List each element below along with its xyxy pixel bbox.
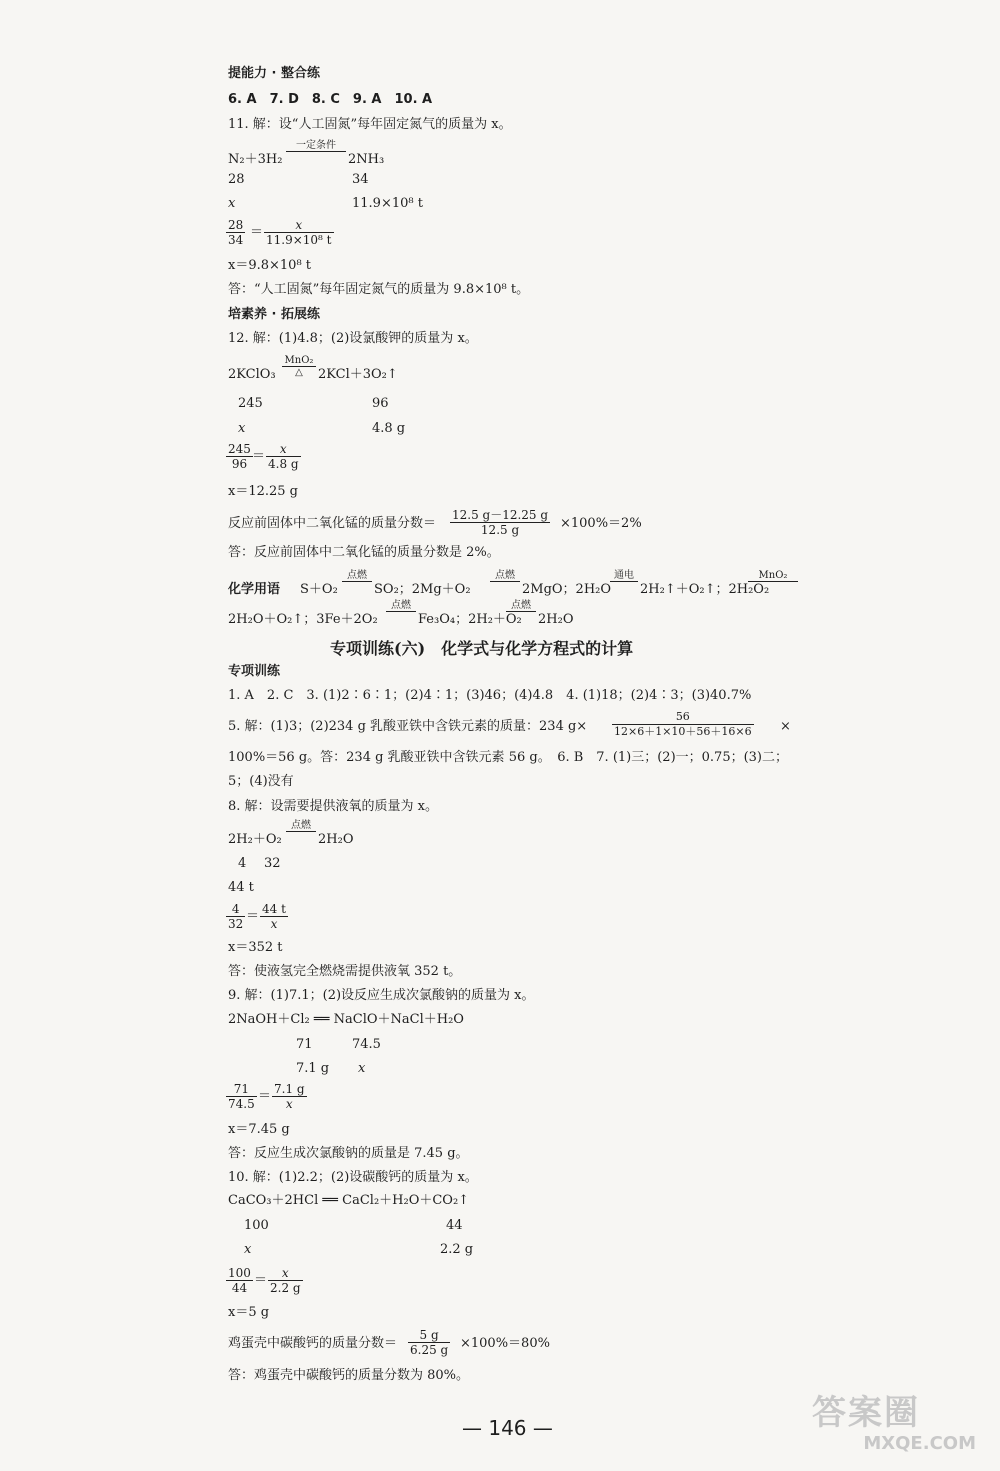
- term-condition: 点燃: [342, 570, 372, 582]
- q12-fraction-2: $\frac{x}{4.8 g}$: [268, 442, 299, 471]
- q9-fraction-2: $\frac{7.1 g}{x}$: [274, 1082, 305, 1111]
- q11-fraction-1: $\frac{28}{34}$: [228, 218, 244, 247]
- q11-equation-left: N₂＋3H₂: [228, 152, 283, 167]
- q12-fraction-3: $\frac{12.5 g-12.25 g}{12.5 g}$: [452, 508, 549, 537]
- term-eq: 2H₂↑＋O₂↑；2H₂O₂: [640, 582, 770, 597]
- terms-label: 化学用语: [228, 582, 281, 597]
- q11-condition: 一定条件: [286, 140, 346, 152]
- q9-molar-2: 74.5: [352, 1037, 381, 1052]
- q11-equation-right: 2NH₃: [348, 152, 385, 167]
- term-eq: 2MgO；2H₂O: [522, 582, 612, 597]
- q11-var-2: 11.9×10⁸ t: [352, 196, 423, 211]
- q9-molar-1: 71: [296, 1037, 313, 1052]
- q5-line-d: 5；(4)没有: [228, 774, 294, 789]
- q9-fraction-1: $\frac{71}{74.5}$: [228, 1082, 255, 1111]
- q9-var-2: x: [358, 1061, 366, 1076]
- q11-intro: 11. 解：设“人工固氮”每年固定氮气的质量为 x。: [228, 117, 512, 132]
- watermark: [812, 1393, 982, 1465]
- q11-molar-1: 28: [228, 172, 245, 187]
- watermark-url: MXQE.COM: [863, 1433, 976, 1454]
- q10-var-1: x: [244, 1242, 252, 1257]
- q8-molar-1: 4: [238, 856, 247, 871]
- q12-fraction-tail: ×100%＝2%: [560, 516, 642, 531]
- equals-sign: ＝: [258, 1089, 272, 1104]
- q5-fraction: $\frac{56}{12\times 6+1\times 10+56+16\times 6}$: [614, 710, 752, 738]
- q12-var-1: x: [238, 421, 246, 436]
- q8-answer: 答：使液氢完全燃烧需提供液氧 352 t。: [228, 964, 462, 979]
- section-subheading: 专项训练: [228, 664, 281, 679]
- q8-equation-right: 2H₂O: [318, 832, 354, 847]
- q10-var-2: 2.2 g: [440, 1242, 474, 1257]
- term-eq: S＋O₂: [300, 582, 338, 597]
- watermark-title: 答案圈: [812, 1393, 920, 1433]
- q12-fraction-label: 反应前固体中二氧化锰的质量分数＝: [228, 516, 437, 531]
- q9-var-1: 7.1 g: [296, 1061, 330, 1076]
- equals-sign: ＝: [250, 225, 264, 240]
- q9-equation: 2NaOH＋Cl₂ ══ NaClO＋NaCl＋H₂O: [228, 1012, 464, 1027]
- q12-intro: 12. 解：(1)4.8；(2)设氯酸钾的质量为 x。: [228, 331, 478, 346]
- q5-line-a: 5. 解：(1)3；(2)234 g 乳酸亚铁中含铁元素的质量：234 g×: [228, 719, 588, 734]
- q10-fraction-3: $\frac{5 g}{6.25 g}$: [410, 1328, 449, 1357]
- term-condition: 点燃: [506, 600, 536, 612]
- q10-answer: 答：鸡蛋壳中碳酸钙的质量分数为 80%。: [228, 1368, 470, 1383]
- term-condition: 点燃: [386, 600, 416, 612]
- section-heading: 培素养 · 拓展练: [228, 307, 320, 322]
- term-eq: SO₂；2Mg＋O₂: [374, 582, 471, 597]
- q11-result: x＝9.8×10⁸ t: [228, 258, 312, 273]
- term-eq: Fe₃O₄；2H₂＋O₂: [418, 612, 522, 627]
- q10-fraction-label: 鸡蛋壳中碳酸钙的质量分数＝: [228, 1336, 398, 1351]
- q10-fraction-2: $\frac{x}{2.2 g}$: [270, 1266, 301, 1295]
- q8-molar-2: 32: [264, 856, 281, 871]
- q11-var-1: x: [228, 196, 236, 211]
- q10-equation: CaCO₃＋2HCl ══ CaCl₂＋H₂O＋CO₂↑: [228, 1193, 470, 1208]
- q10-result: x＝5 g: [228, 1305, 270, 1320]
- q12-equation-right: 2KCl＋3O₂↑: [318, 367, 398, 382]
- q12-result: x＝12.25 g: [228, 484, 299, 499]
- q10-fraction-1: $\frac{100}{44}$: [228, 1266, 251, 1295]
- section-title: 专项训练(六) 化学式与化学方程式的计算: [330, 639, 634, 658]
- q8-fraction-2: $\frac{44 t}{x}$: [262, 902, 286, 931]
- q5-line-b: ×: [780, 719, 791, 734]
- q10-molar-1: 100: [244, 1218, 269, 1233]
- q10-intro: 10. 解：(1)2.2；(2)设碳酸钙的质量为 x。: [228, 1170, 478, 1185]
- q11-fraction-2: $\frac{x}{\text{11.9×10⁸ t}}$: [266, 218, 332, 247]
- q12-molar-2: 96: [372, 396, 389, 411]
- q9-result: x＝7.45 g: [228, 1122, 290, 1137]
- answer-line: 6. A 7. D 8. C 9. A 10. A: [228, 92, 433, 107]
- section-heading: 提能力 · 整合练: [228, 66, 320, 81]
- q12-var-2: 4.8 g: [372, 421, 406, 436]
- q8-result: x＝352 t: [228, 940, 283, 955]
- q5-line-c: 100%＝56 g。答：234 g 乳酸亚铁中含铁元素 56 g。 6. B 7. (1)三；(2)一；0.75；(3)二；: [228, 750, 789, 765]
- page-number: — 146 —: [462, 1416, 553, 1440]
- q12-fraction-1: $\frac{245}{96}$: [228, 442, 251, 471]
- q12-molar-1: 245: [238, 396, 263, 411]
- term-eq: 2H₂O＋O₂↑；3Fe＋2O₂: [228, 612, 378, 627]
- answer-line: 1. A 2. C 3. (1)2∶6∶1；(2)4∶1；(3)46；(4)4.8 4. (1)18；(2)4∶3；(3)40.7%: [228, 688, 752, 703]
- q9-answer: 答：反应生成次氯酸钠的质量是 7.45 g。: [228, 1146, 469, 1161]
- term-condition: 通电: [610, 570, 638, 582]
- term-eq: 2H₂O: [538, 612, 574, 627]
- q8-var-1: 44 t: [228, 880, 254, 895]
- q10-molar-2: 44: [446, 1218, 463, 1233]
- q10-fraction-tail: ×100%＝80%: [460, 1336, 550, 1351]
- q8-equation-left: 2H₂＋O₂: [228, 832, 282, 847]
- q12-answer: 答：反应前固体中二氧化锰的质量分数是 2%。: [228, 545, 500, 560]
- equals-sign: ＝: [246, 909, 260, 924]
- q9-intro: 9. 解：(1)7.1；(2)设反应生成次氯酸钠的质量为 x。: [228, 988, 535, 1003]
- q11-answer: 答：“人工固氮”每年固定氮气的质量为 9.8×10⁸ t。: [228, 282, 530, 297]
- q8-fraction-1: $\frac{4}{32}$: [228, 902, 244, 931]
- term-condition: 点燃: [490, 570, 520, 582]
- q12-equation-left: 2KClO₃: [228, 367, 276, 382]
- term-condition: MnO₂: [748, 570, 798, 582]
- q12-condition: MnO₂ △: [282, 355, 316, 378]
- q8-intro: 8. 解：设需要提供液氧的质量为 x。: [228, 799, 438, 814]
- q11-molar-2: 34: [352, 172, 369, 187]
- equals-sign: ＝: [254, 1273, 268, 1288]
- q8-condition: 点燃: [286, 820, 316, 832]
- equals-sign: ＝: [252, 449, 266, 464]
